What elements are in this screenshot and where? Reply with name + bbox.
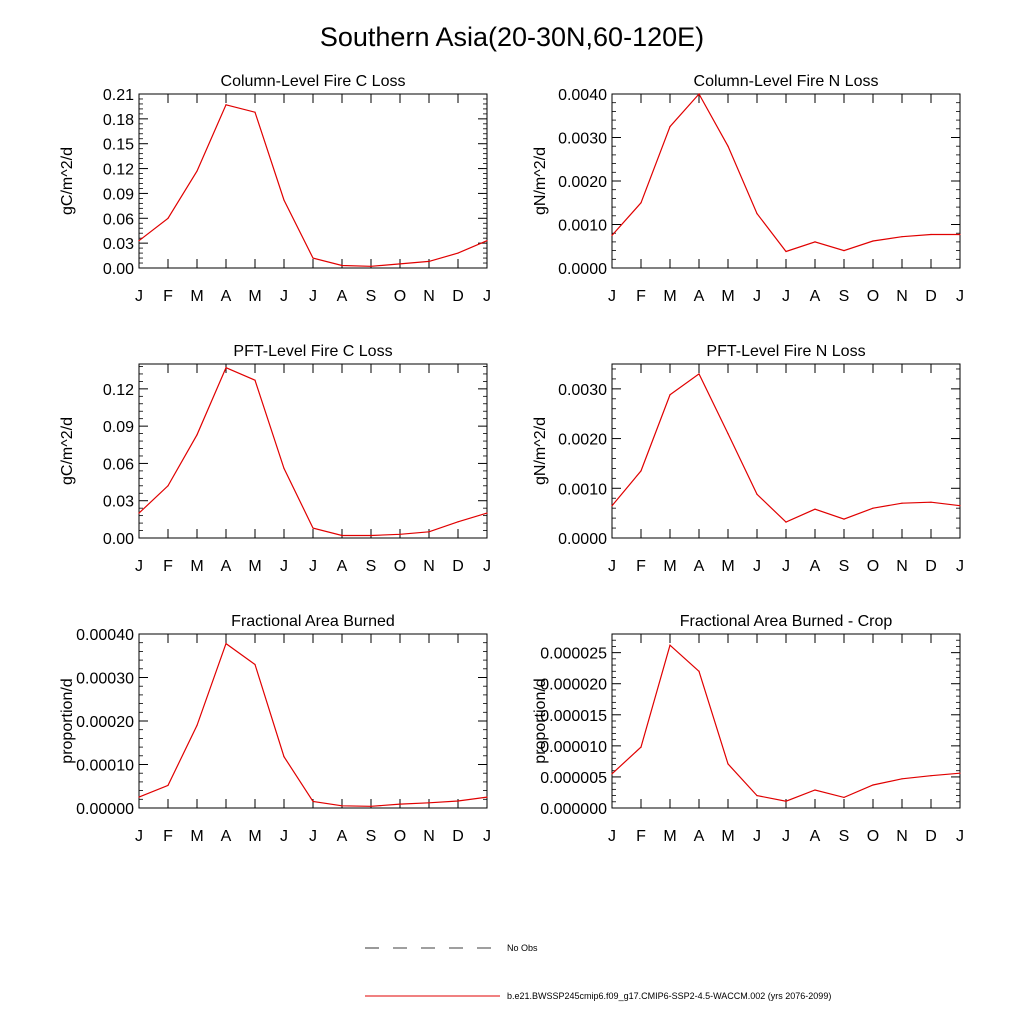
data-point (254, 664, 255, 665)
y-tick-label: 0.0030 (558, 381, 607, 399)
y-tick-label: 0.00010 (76, 757, 134, 775)
chart-panels (59, 73, 964, 845)
data-point (428, 261, 429, 262)
data-point (370, 266, 371, 267)
panel-title: PFT-Level Fire N Loss (706, 343, 866, 360)
data-point (727, 763, 728, 764)
y-tick-label: 0.00020 (76, 714, 134, 731)
y-tick-label: 0.03 (102, 236, 134, 254)
plot-frame (139, 634, 487, 808)
x-tick-label: J (608, 828, 616, 845)
legend-label-no-obs: No Obs (507, 943, 538, 953)
data-point (611, 773, 612, 774)
data-point (225, 367, 226, 368)
y-tick-label: 0.0020 (558, 431, 607, 449)
x-tick-label: D (925, 828, 937, 845)
x-tick-label: M (721, 288, 735, 305)
y-tick-label: 0.06 (102, 211, 134, 229)
x-tick-label: J (483, 558, 491, 575)
x-tick-label: J (782, 558, 790, 575)
data-point (872, 240, 873, 241)
x-tick-label: O (866, 558, 880, 575)
data-point (669, 645, 670, 646)
y-axis-label: gC/m^2/d (59, 417, 76, 485)
y-tick-label: 0.09 (102, 419, 134, 437)
x-tick-label: M (721, 558, 735, 575)
x-tick-label: J (956, 558, 964, 575)
x-tick-label: J (956, 288, 964, 305)
x-tick-label: J (309, 288, 317, 305)
data-point (698, 671, 699, 672)
x-tick-label: J (483, 288, 491, 305)
x-tick-label: J (782, 828, 790, 845)
x-tick-label: F (636, 288, 646, 305)
x-tick-label: S (365, 828, 377, 845)
x-tick-label: D (452, 828, 464, 845)
figure-title: Southern Asia(20-30N,60-120E) (319, 22, 705, 52)
x-tick-label: M (663, 558, 677, 575)
y-axis-label: gN/m^2/d (532, 147, 549, 215)
y-tick-label: 0.0030 (558, 130, 607, 148)
data-point (167, 218, 168, 219)
data-point (138, 513, 139, 514)
x-tick-label: J (753, 288, 761, 305)
legend (365, 943, 831, 1001)
data-point (486, 797, 487, 798)
data-point (814, 509, 815, 510)
x-tick-label: A (336, 558, 348, 575)
x-tick-label: M (248, 828, 262, 845)
data-point (312, 257, 313, 258)
y-tick-label: 0.0040 (558, 87, 607, 104)
x-tick-label: A (220, 828, 232, 845)
x-tick-label: J (135, 828, 143, 845)
data-point (669, 394, 670, 395)
series-line (139, 644, 487, 807)
data-point (225, 643, 226, 644)
y-tick-label: 0.06 (102, 456, 134, 474)
x-tick-label: J (309, 828, 317, 845)
x-tick-label: J (956, 828, 964, 845)
x-tick-label: A (809, 828, 821, 845)
x-tick-label: J (753, 828, 761, 845)
plot-frame (612, 94, 960, 268)
data-point (901, 778, 902, 779)
y-tick-label: 0.00040 (76, 627, 134, 644)
data-point (872, 508, 873, 509)
data-point (930, 234, 931, 235)
plot-frame (139, 364, 487, 538)
y-tick-label: 0.00 (102, 261, 134, 278)
data-point (225, 104, 226, 105)
y-tick-label: 0.21 (102, 87, 134, 104)
x-tick-label: D (452, 558, 464, 575)
x-tick-label: O (393, 828, 407, 845)
x-tick-label: J (483, 828, 491, 845)
panel-title: Column-Level Fire N Loss (693, 73, 879, 90)
x-tick-label: F (636, 558, 646, 575)
y-tick-label: 0.00030 (76, 670, 134, 688)
x-tick-label: O (866, 288, 880, 305)
series-line (612, 94, 960, 252)
data-point (196, 434, 197, 435)
chart-panel-5 (59, 613, 491, 845)
data-point (785, 801, 786, 802)
x-tick-label: D (925, 288, 937, 305)
data-point (698, 373, 699, 374)
y-tick-label: 0.12 (102, 161, 134, 179)
y-tick-label: 0.12 (102, 381, 134, 399)
x-tick-label: J (608, 288, 616, 305)
data-point (370, 535, 371, 536)
x-tick-label: D (925, 558, 937, 575)
x-tick-label: A (693, 828, 705, 845)
data-point (138, 240, 139, 241)
y-tick-label: 0.09 (102, 186, 134, 204)
data-point (959, 773, 960, 774)
y-axis-label: proportion/d (532, 678, 549, 764)
chart-panel-6 (532, 613, 964, 845)
data-point (399, 263, 400, 264)
data-point (167, 785, 168, 786)
data-point (785, 251, 786, 252)
data-point (843, 797, 844, 798)
y-tick-label: 0.15 (102, 136, 134, 154)
series-line (612, 374, 960, 522)
y-tick-label: 0.0020 (558, 174, 607, 191)
data-point (640, 470, 641, 471)
x-tick-label: J (608, 558, 616, 575)
y-tick-label: 0.000025 (540, 645, 607, 663)
chart-panel-4 (532, 343, 964, 575)
data-point (254, 112, 255, 113)
data-point (457, 800, 458, 801)
data-point (370, 806, 371, 807)
x-tick-label: N (423, 558, 435, 575)
data-point (457, 521, 458, 522)
y-tick-label: 0.0000 (558, 261, 607, 278)
data-point (341, 535, 342, 536)
y-tick-label: 0.000005 (540, 769, 607, 787)
data-point (341, 805, 342, 806)
data-point (727, 146, 728, 147)
x-tick-label: O (393, 558, 407, 575)
data-point (611, 505, 612, 506)
y-axis-label: gN/m^2/d (532, 417, 549, 485)
y-axis-label: proportion/d (59, 678, 76, 764)
data-point (283, 199, 284, 200)
data-point (312, 801, 313, 802)
series-line (139, 105, 487, 266)
x-tick-label: M (663, 288, 677, 305)
x-tick-label: J (309, 558, 317, 575)
data-point (872, 784, 873, 785)
data-point (640, 202, 641, 203)
x-tick-label: N (423, 288, 435, 305)
data-point (283, 756, 284, 757)
data-point (196, 725, 197, 726)
x-tick-label: N (896, 828, 908, 845)
data-point (341, 265, 342, 266)
series-line (612, 645, 960, 801)
x-tick-label: M (248, 288, 262, 305)
y-tick-label: 0.0010 (558, 481, 607, 499)
x-tick-label: M (190, 558, 204, 575)
x-tick-label: F (163, 558, 173, 575)
data-point (756, 795, 757, 796)
y-tick-label: 0.000015 (540, 707, 607, 725)
x-tick-label: A (809, 288, 821, 305)
y-tick-label: 0.00 (102, 531, 134, 548)
data-point (399, 803, 400, 804)
x-tick-label: A (336, 828, 348, 845)
legend-label-model: b.e21.BWSSP245cmip6.f09_g17.CMIP6-SSP2-4.5-WACCM.002 (yrs 2076-2099) (507, 991, 832, 1001)
data-point (428, 802, 429, 803)
data-point (756, 494, 757, 495)
x-tick-label: F (636, 828, 646, 845)
y-tick-label: 0.0000 (558, 531, 607, 548)
panel-title: PFT-Level Fire C Loss (233, 343, 393, 360)
data-point (138, 797, 139, 798)
x-tick-label: A (693, 288, 705, 305)
data-point (196, 170, 197, 171)
data-point (428, 531, 429, 532)
data-point (930, 502, 931, 503)
data-point (611, 235, 612, 236)
y-tick-label: 0.03 (102, 493, 134, 511)
data-point (669, 126, 670, 127)
data-point (901, 236, 902, 237)
x-tick-label: J (280, 828, 288, 845)
data-point (814, 789, 815, 790)
data-point (254, 380, 255, 381)
chart-panel-3 (59, 343, 491, 575)
data-point (959, 234, 960, 235)
y-tick-label: 0.0010 (558, 217, 607, 235)
data-point (785, 521, 786, 522)
plot-frame (612, 634, 960, 808)
x-tick-label: A (693, 558, 705, 575)
x-tick-label: O (866, 828, 880, 845)
x-tick-label: S (838, 288, 850, 305)
x-tick-label: A (336, 288, 348, 305)
chart-panel-2 (532, 73, 964, 305)
x-tick-label: O (393, 288, 407, 305)
data-point (756, 213, 757, 214)
data-point (698, 93, 699, 94)
x-tick-label: D (452, 288, 464, 305)
x-tick-label: A (220, 558, 232, 575)
data-point (843, 519, 844, 520)
x-tick-label: J (135, 558, 143, 575)
x-tick-label: S (365, 558, 377, 575)
chart-panel-1 (59, 73, 491, 305)
x-tick-label: J (280, 558, 288, 575)
x-tick-label: S (838, 558, 850, 575)
data-point (167, 485, 168, 486)
data-point (814, 241, 815, 242)
y-tick-label: 0.000000 (540, 801, 607, 818)
series-line (139, 368, 487, 536)
x-tick-label: S (365, 288, 377, 305)
data-point (727, 433, 728, 434)
x-tick-label: M (721, 828, 735, 845)
x-tick-label: S (838, 828, 850, 845)
x-tick-label: M (663, 828, 677, 845)
x-tick-label: F (163, 828, 173, 845)
data-point (843, 250, 844, 251)
data-point (640, 747, 641, 748)
data-point (486, 513, 487, 514)
data-point (959, 505, 960, 506)
y-tick-label: 0.00000 (76, 801, 134, 818)
panel-title: Fractional Area Burned - Crop (679, 613, 893, 630)
x-tick-label: J (782, 288, 790, 305)
y-tick-label: 0.18 (102, 111, 134, 129)
x-tick-label: N (896, 558, 908, 575)
x-tick-label: N (423, 828, 435, 845)
y-tick-label: 0.000020 (540, 676, 607, 694)
y-axis-label: gC/m^2/d (59, 147, 76, 215)
x-tick-label: J (753, 558, 761, 575)
x-tick-label: M (190, 828, 204, 845)
plot-frame (612, 364, 960, 538)
x-tick-label: A (220, 288, 232, 305)
y-tick-label: 0.000010 (540, 738, 607, 756)
x-tick-label: F (163, 288, 173, 305)
x-tick-label: A (809, 558, 821, 575)
data-point (399, 534, 400, 535)
data-point (930, 775, 931, 776)
x-tick-label: J (135, 288, 143, 305)
x-tick-label: J (280, 288, 288, 305)
panel-title: Column-Level Fire C Loss (220, 73, 406, 90)
data-point (457, 252, 458, 253)
data-point (901, 503, 902, 504)
x-tick-label: M (248, 558, 262, 575)
x-tick-label: M (190, 288, 204, 305)
x-tick-label: N (896, 288, 908, 305)
panel-title: Fractional Area Burned (231, 613, 395, 630)
data-point (312, 527, 313, 528)
data-point (283, 468, 284, 469)
data-point (486, 240, 487, 241)
